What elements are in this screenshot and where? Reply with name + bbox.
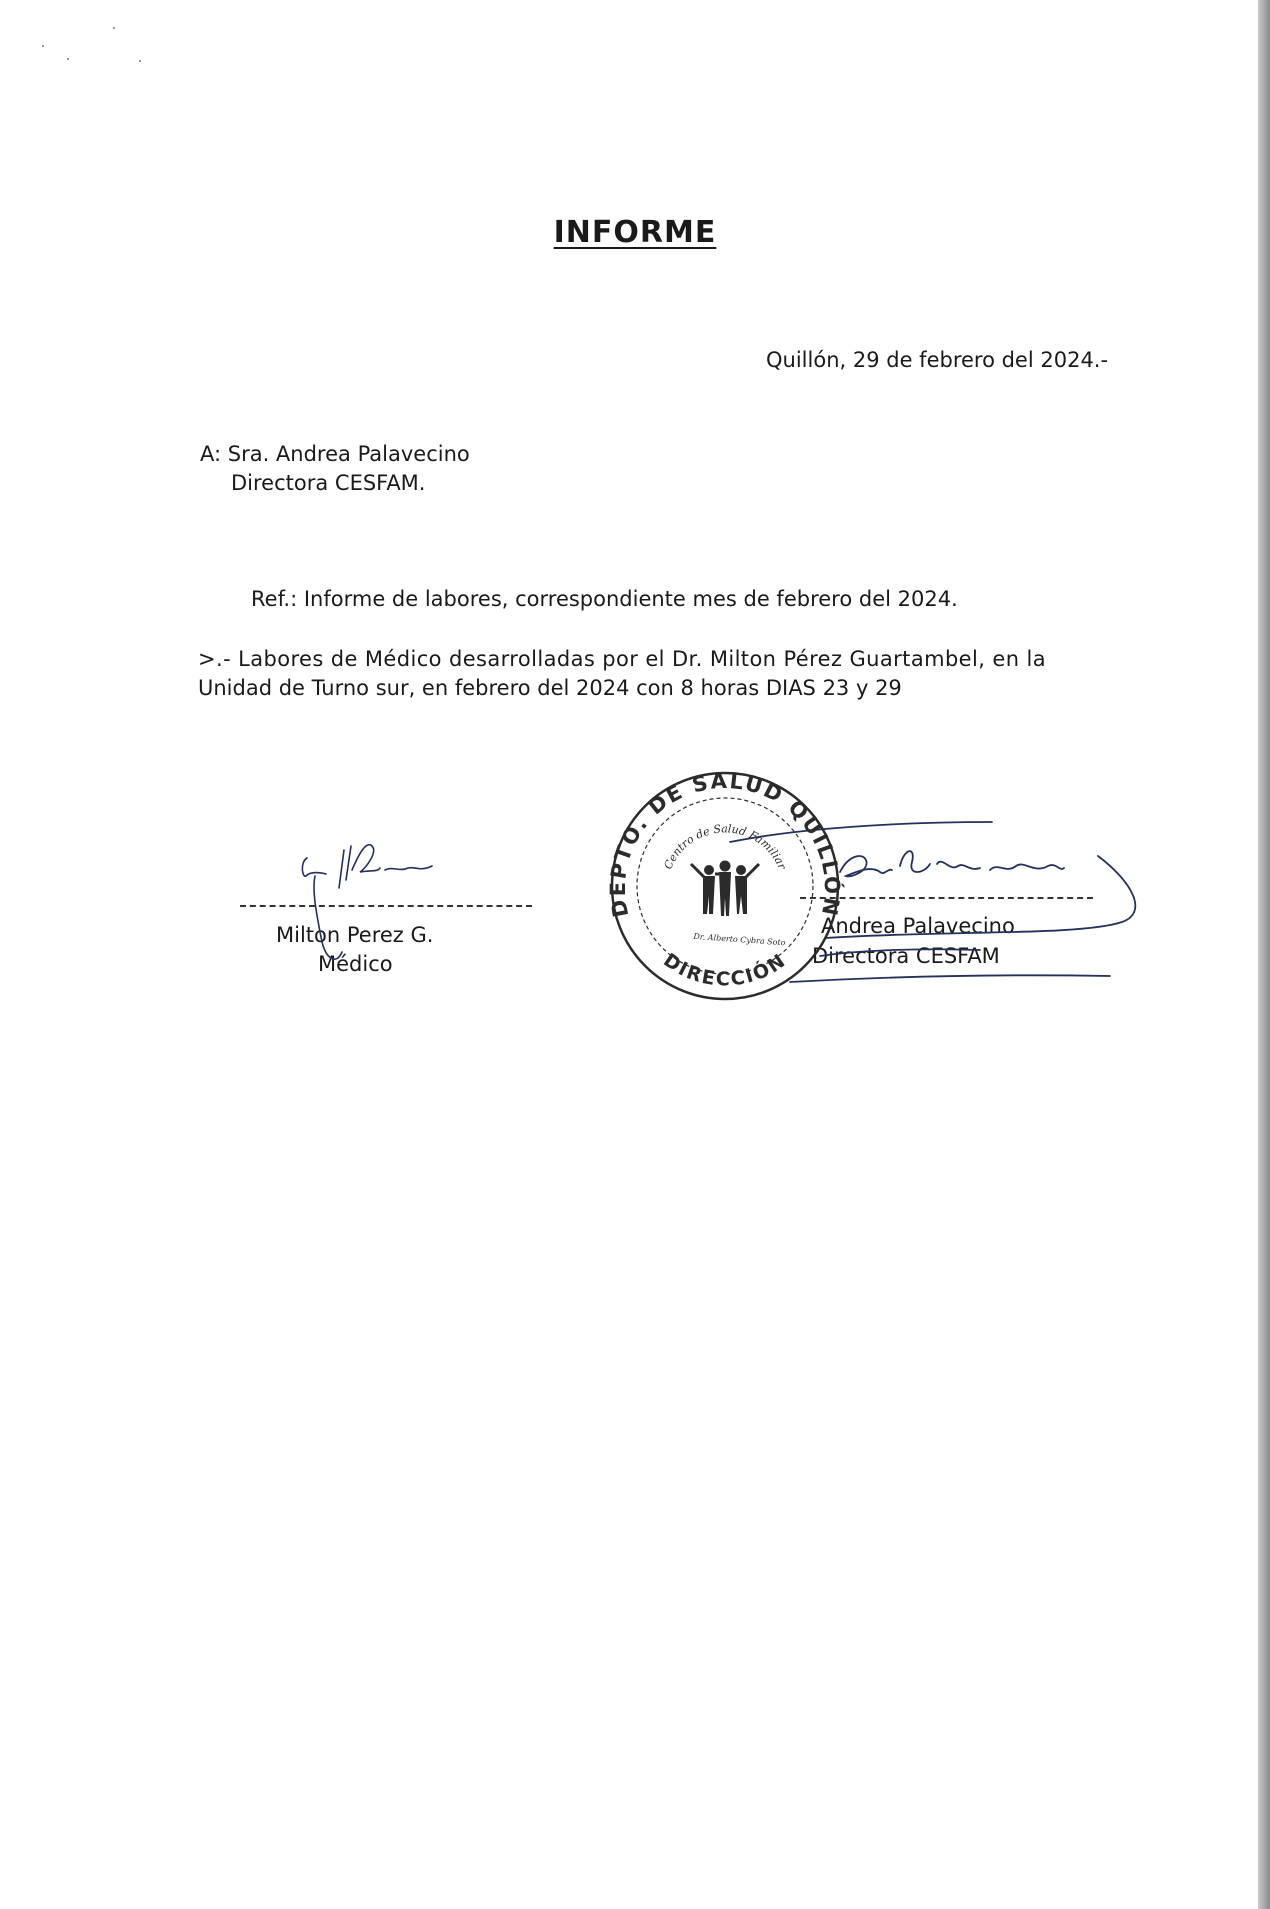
recipient-title: Directora CESFAM. bbox=[231, 471, 426, 495]
svg-text:DIRECCIÓN: DIRECCIÓN bbox=[659, 949, 791, 991]
svg-text:Dr. Alberto Cybra Soto: Dr. Alberto Cybra Soto bbox=[693, 931, 786, 948]
handwritten-signature-left bbox=[302, 845, 432, 960]
date-line: Quillón, 29 de febrero del 2024.- bbox=[766, 348, 1109, 372]
recipient-name: A: Sra. Andrea Palavecino bbox=[200, 442, 470, 466]
signer-role-left: Médico bbox=[318, 952, 393, 976]
handwritten-signature-right bbox=[730, 822, 1135, 982]
svg-text:Centro de Salud Familiar: Centro de Salud Familiar bbox=[661, 822, 789, 872]
signer-name-right: Andrea Palavecino bbox=[821, 914, 1015, 938]
document-title: INFORME bbox=[553, 215, 717, 250]
signer-role-right: Directora CESFAM bbox=[812, 944, 1000, 968]
signer-name-left: Milton Perez G. bbox=[276, 923, 434, 947]
institutional-stamp bbox=[606, 769, 845, 999]
body-text-line: >.- Labores de Médico desarrolladas por el Dr. Milton Pérez Guartambel, en la bbox=[198, 647, 1046, 671]
reference-line: Ref.: Informe de labores, correspondiente mes de febrero del 2024. bbox=[251, 587, 958, 611]
family-figures-icon bbox=[691, 861, 759, 917]
body-text-line: Unidad de Turno sur, en febrero del 2024 con 8 horas DIAS 23 y 29 bbox=[198, 676, 902, 700]
svg-text:DEPTO. DE SALUD QUILLÓN: DEPTO. DE SALUD QUILLÓN bbox=[605, 768, 845, 920]
